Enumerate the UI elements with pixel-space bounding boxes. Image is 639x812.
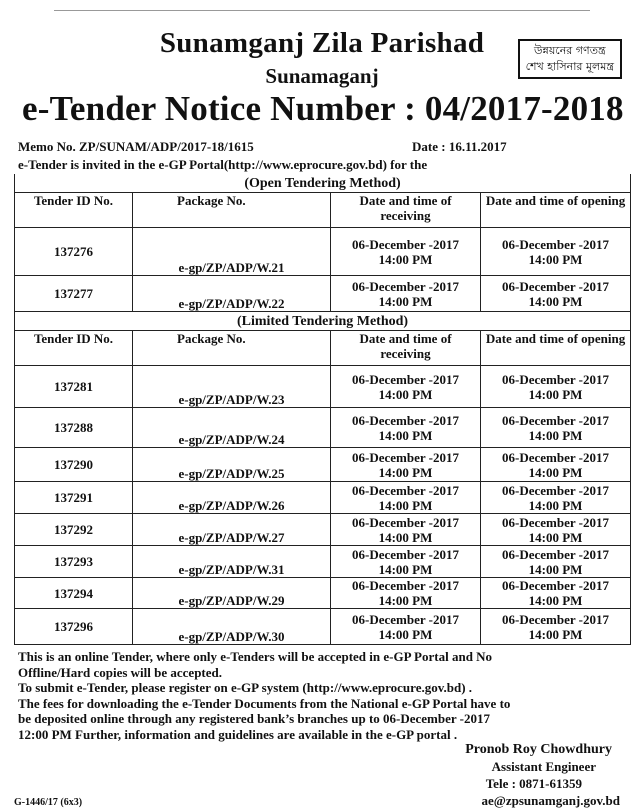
col-package: Package No. — [133, 331, 331, 366]
receiving-datetime: 06-December -2017 14:00 PM — [331, 546, 481, 578]
table-row — [15, 276, 631, 312]
tender-id: 137290 — [15, 448, 133, 482]
district-name: Sunamaganj — [265, 64, 379, 88]
open-method-title: (Open Tendering Method) — [15, 174, 631, 193]
limited-method-title: (Limited Tendering Method) — [15, 312, 631, 331]
opening-datetime: 06-December -2017 14:00 PM — [481, 514, 631, 546]
opening-datetime: 06-December -2017 14:00 PM — [481, 546, 631, 578]
receiving-datetime: 06-December -2017 14:00 PM — [331, 276, 481, 312]
terms-line: 12:00 PM Further, information and guidelines are available in the e-GP portal . — [18, 726, 458, 742]
col-package: Package No. — [133, 193, 331, 228]
signatory-title: Assistant Engineer — [491, 759, 596, 774]
package-no: e-gp/ZP/ADP/W.26 — [133, 482, 331, 514]
terms-line: The fees for downloading the e-Tender Documents from the National e-GP Portal have to — [18, 695, 511, 711]
notice-terms — [14, 649, 630, 742]
terms-line: To submit e-Tender, please register on e-GP system (http://www.eprocure.gov.bd) . — [18, 680, 473, 695]
table-row — [15, 448, 631, 482]
signatory-tel: Tele : 0871-61359 — [485, 776, 582, 791]
opening-datetime: 06-December -2017 14:00 PM — [481, 578, 631, 609]
table-row — [15, 578, 631, 609]
opening-datetime: 06-December -2017 14:00 PM — [481, 408, 631, 448]
tender-id: 137276 — [15, 228, 133, 276]
tender-table — [14, 174, 631, 645]
terms-line: be deposited online through any registered bank’s branches up to 06-December -2017 — [18, 711, 490, 726]
package-no: e-gp/ZP/ADP/W.25 — [133, 448, 331, 482]
receiving-datetime: 06-December -2017 14:00 PM — [331, 514, 481, 546]
tender-id: 137291 — [15, 482, 133, 514]
motto-line-1: উন্নয়নের গণতন্ত্র — [533, 44, 606, 57]
receiving-datetime: 06-December -2017 14:00 PM — [331, 609, 481, 645]
table-row — [15, 546, 631, 578]
package-no: e-gp/ZP/ADP/W.21 — [133, 228, 331, 276]
table-row — [15, 228, 631, 276]
receiving-datetime: 06-December -2017 14:00 PM — [331, 366, 481, 408]
table-row — [15, 482, 631, 514]
col-opening: Date and time of opening — [481, 193, 631, 228]
col-receiving: Date and time of receiving — [331, 193, 481, 228]
top-rule — [54, 0, 590, 11]
package-no: e-gp/ZP/ADP/W.30 — [133, 609, 331, 645]
opening-datetime: 06-December -2017 14:00 PM — [481, 276, 631, 312]
signature-block — [14, 742, 630, 812]
col-opening: Date and time of opening — [481, 331, 631, 366]
package-no: e-gp/ZP/ADP/W.31 — [133, 546, 331, 578]
tender-id: 137292 — [15, 514, 133, 546]
table-row — [15, 366, 631, 408]
opening-datetime: 06-December -2017 14:00 PM — [481, 448, 631, 482]
invite-text: e-Tender is invited in the e-GP Portal(http://www.eprocure.gov.bd) for the — [18, 157, 428, 172]
package-no: e-gp/ZP/ADP/W.22 — [133, 276, 331, 312]
tender-id: 137296 — [15, 609, 133, 645]
package-no: e-gp/ZP/ADP/W.24 — [133, 408, 331, 448]
opening-datetime: 06-December -2017 14:00 PM — [481, 366, 631, 408]
tender-id: 137281 — [15, 366, 133, 408]
opening-datetime: 06-December -2017 14:00 PM — [481, 228, 631, 276]
limited-header-row — [15, 331, 631, 366]
memo-number: Memo No. ZP/SUNAM/ADP/2017-18/1615 — [18, 139, 254, 154]
open-header-row — [15, 193, 631, 228]
motto-line-2: শেখ হাসিনার মূলমন্ত্র — [525, 60, 614, 73]
memo-date: Date : 16.11.2017 — [412, 139, 507, 154]
opening-datetime: 06-December -2017 14:00 PM — [481, 482, 631, 514]
col-tender-id: Tender ID No. — [15, 331, 133, 366]
package-no: e-gp/ZP/ADP/W.23 — [133, 366, 331, 408]
motto-box — [518, 39, 622, 79]
package-no: e-gp/ZP/ADP/W.27 — [133, 514, 331, 546]
receiving-datetime: 06-December -2017 14:00 PM — [331, 408, 481, 448]
table-row — [15, 408, 631, 448]
tender-id: 137277 — [15, 276, 133, 312]
receiving-datetime: 06-December -2017 14:00 PM — [331, 578, 481, 609]
opening-datetime: 06-December -2017 14:00 PM — [481, 609, 631, 645]
terms-line: This is an online Tender, where only e-Tenders will be accepted in e-GP Portal and No — [18, 649, 493, 664]
signatory-email: ae@zpsunamganj.gov.bd — [481, 793, 620, 808]
signatory-name: Pronob Roy Chowdhury — [465, 742, 612, 757]
table-row — [15, 514, 631, 546]
open-method-title-row — [15, 174, 631, 193]
organization-name: Sunamganj Zila Parishad — [159, 27, 485, 59]
terms-line: Offline/Hard copies will be accepted. — [18, 664, 223, 680]
tender-id: 137293 — [15, 546, 133, 578]
receiving-datetime: 06-December -2017 14:00 PM — [331, 448, 481, 482]
receiving-datetime: 06-December -2017 14:00 PM — [331, 228, 481, 276]
print-code: G-1446/17 (6x3) — [14, 797, 83, 808]
limited-method-title-row — [15, 312, 631, 331]
package-no: e-gp/ZP/ADP/W.29 — [133, 578, 331, 609]
col-receiving: Date and time of receiving — [331, 331, 481, 366]
notice-header — [14, 11, 630, 139]
col-tender-id: Tender ID No. — [15, 193, 133, 228]
memo-line — [14, 139, 630, 157]
tender-id: 137288 — [15, 408, 133, 448]
notice-title: e-Tender Notice Number : 04/2017-2018 — [22, 89, 624, 128]
receiving-datetime: 06-December -2017 14:00 PM — [331, 482, 481, 514]
table-row — [15, 609, 631, 645]
tender-id: 137294 — [15, 578, 133, 609]
